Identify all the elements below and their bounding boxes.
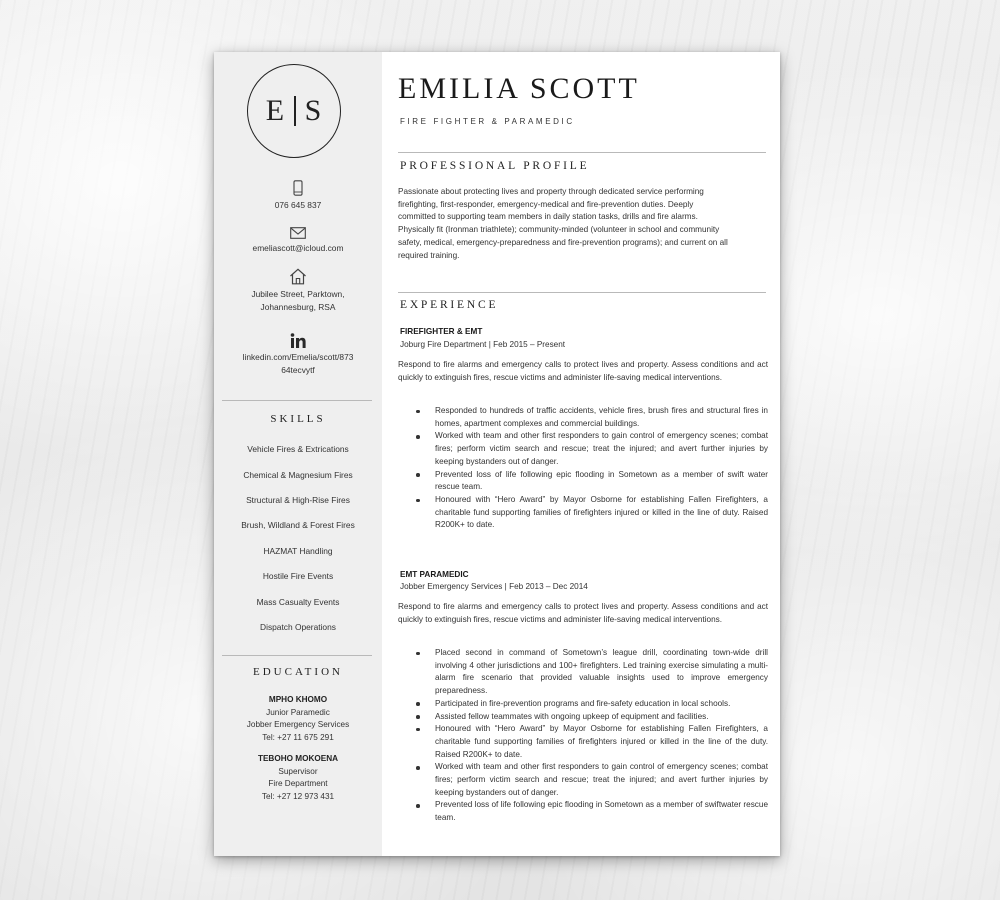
mail-icon: [290, 227, 306, 239]
home-icon: [289, 268, 307, 285]
skills-heading: SKILLS: [270, 413, 326, 425]
skill-item: Brush, Wildland & Forest Fires: [241, 520, 355, 530]
contact-phone: [214, 180, 382, 212]
profile-heading: PROFESSIONAL PROFILE: [400, 160, 590, 172]
profile-line: Physically fit (Ironman triathlete); community-minded (volunteer in school and community: [398, 225, 720, 235]
resume-page: [214, 52, 780, 856]
job-company: Joburg Fire Department | Feb 2015 – Present: [400, 340, 566, 349]
job-bullet: Worked with team and other first responders to gain control of emergency scenes; combat fires; perform victim search and rescue; treat the injured; and avert further injuries by keeping bystanders out of danger.: [416, 430, 768, 468]
reference-name: TEBOHO MOKOENA: [257, 754, 339, 763]
skill-item: Mass Casualty Events: [256, 597, 340, 607]
skill-item: Vehicle Fires & Extrications: [247, 444, 349, 454]
job-summary: Respond to fire alarms and emergency calls to protect lives and property. Assess conditions and act quickly to extinguish fires, rescue victims and administer life-saving medical interventions.: [398, 360, 768, 382]
reference-phone: Tel: +27 12 973 431: [261, 791, 335, 801]
profile-line: required training.: [398, 250, 460, 260]
sidebar-divider: [222, 655, 372, 656]
profile-line: Passionate about protecting lives and property through dedicated service performing: [398, 187, 704, 196]
job-bullet: Prevented loss of life following epic flooding in Sometown as a member of swift water rescue team.: [416, 469, 768, 494]
linkedin-url-line-2: 64tecvytf: [281, 365, 315, 375]
section-divider: [398, 292, 766, 293]
monogram-divider: [294, 96, 296, 126]
skill-item: Hostile Fire Events: [262, 571, 334, 581]
skill-item: Dispatch Operations: [260, 622, 336, 632]
email-address: emeliascott@icloud.com: [252, 243, 344, 253]
profile-text: [398, 186, 768, 262]
monogram-first: E: [265, 94, 286, 127]
reference-entry: [214, 753, 382, 803]
experience-heading: EXPERIENCE: [400, 299, 499, 311]
phone-icon: [293, 180, 303, 196]
skill-item: Chemical & Magnesium Fires: [243, 470, 353, 480]
linkedin-icon: [290, 333, 306, 348]
skill-item: HAZMAT Handling: [263, 546, 333, 556]
address-line-2: Johannesburg, RSA: [260, 302, 336, 312]
job-bullet: Honoured with “Hero Award” by Mayor Osborne for establishing Fallen Firefighters, a charitable fund supporting families of firefighters injured or killed in the line of duty. Raised R200K+ to date.: [416, 494, 768, 532]
reference-role: Junior Paramedic: [266, 707, 330, 717]
candidate-title: FIRE FIGHTER & PARAMEDIC: [400, 117, 575, 126]
job-bullet: Assisted fellow teammates with ongoing upkeep of equipment and facilities.: [416, 711, 768, 724]
reference-phone: Tel: +27 11 675 291: [262, 732, 334, 742]
main-content: [382, 52, 780, 856]
linkedin-url-line-1: linkedin.com/Emelia/scott/873: [242, 352, 354, 362]
profile-line: committed to supporting team members in daily station tasks, drills and fire alarms.: [398, 212, 698, 222]
phone-number: 076 645 837: [274, 200, 322, 210]
section-divider: [398, 152, 766, 153]
job-bullet: Placed second in command of Sometown’s league drill, coordinating town-wide drill involving 4 other jurisdictions and 100+ firefighters. Led training exercise simulating a multi-alarm fire scenario that provided valuable insights used to improve emergency preparedness.: [416, 647, 768, 698]
profile-line: firefighting, first-responder, emergency-medical and fire-prevention duties. Deeply: [398, 199, 694, 209]
sidebar-divider: [222, 400, 372, 401]
contact-linkedin: [214, 333, 382, 377]
reference-org: Fire Department: [268, 779, 328, 789]
job-bullet: Participated in fire-prevention programs and fire-safety education in local schools.: [416, 698, 768, 711]
reference-org: Jobber Emergency Services: [246, 720, 350, 730]
contact-email: [214, 227, 382, 255]
profile-line: safety, medical, emergency-preparedness and fire-prevention programs); and current on all: [398, 237, 728, 247]
sidebar: [214, 52, 382, 856]
job-bullet: Honoured with “Hero Award” by Mayor Osborne for establishing Fallen Firefighters, a charitable fund supporting families of firefighters injured or killed in the line of the duty. Raised R200K+ to date.: [416, 723, 768, 761]
address-line-1: Jubilee Street, Parktown,: [251, 289, 345, 299]
education-heading: EDUCATION: [253, 666, 343, 678]
job-bullet: Responded to hundreds of traffic accidents, vehicle fires, brush fires and structural fires in homes, apartment complexes and commercial buildings.: [416, 405, 768, 430]
job-bullet: Worked with team and other first responders to gain control of emergency scenes; combat fires; perform victim search and rescue; treat the injured; and avert further injuries by keeping bystanders out of danger.: [416, 761, 768, 799]
job-title: EMT PARAMEDIC: [400, 570, 469, 579]
job-bullets: [416, 647, 768, 825]
skill-item: Structural & High-Rise Fires: [246, 495, 350, 505]
reference-role: Supervisor: [278, 766, 318, 776]
job-bullet: Prevented loss of life following epic flooding in Sometown as a member of swiftwater rescue team.: [416, 799, 768, 824]
job-summary: Respond to fire alarms and emergency calls to protect lives and property. Assess conditions and act quickly to extinguish fires, rescue victims and administer life-saving medical interventions.: [398, 602, 768, 624]
job-company: Jobber Emergency Services | Feb 2013 – Dec 2014: [400, 582, 588, 591]
monogram: [247, 64, 341, 158]
reference-entry: [214, 694, 382, 744]
contact-address: [214, 268, 382, 314]
job-title: FIREFIGHTER & EMT: [400, 327, 483, 336]
reference-name: MPHO KHOMO: [268, 695, 328, 704]
candidate-name: EMILIA SCOTT: [398, 72, 640, 105]
job-bullets: [416, 405, 768, 532]
monogram-last: S: [304, 94, 323, 127]
